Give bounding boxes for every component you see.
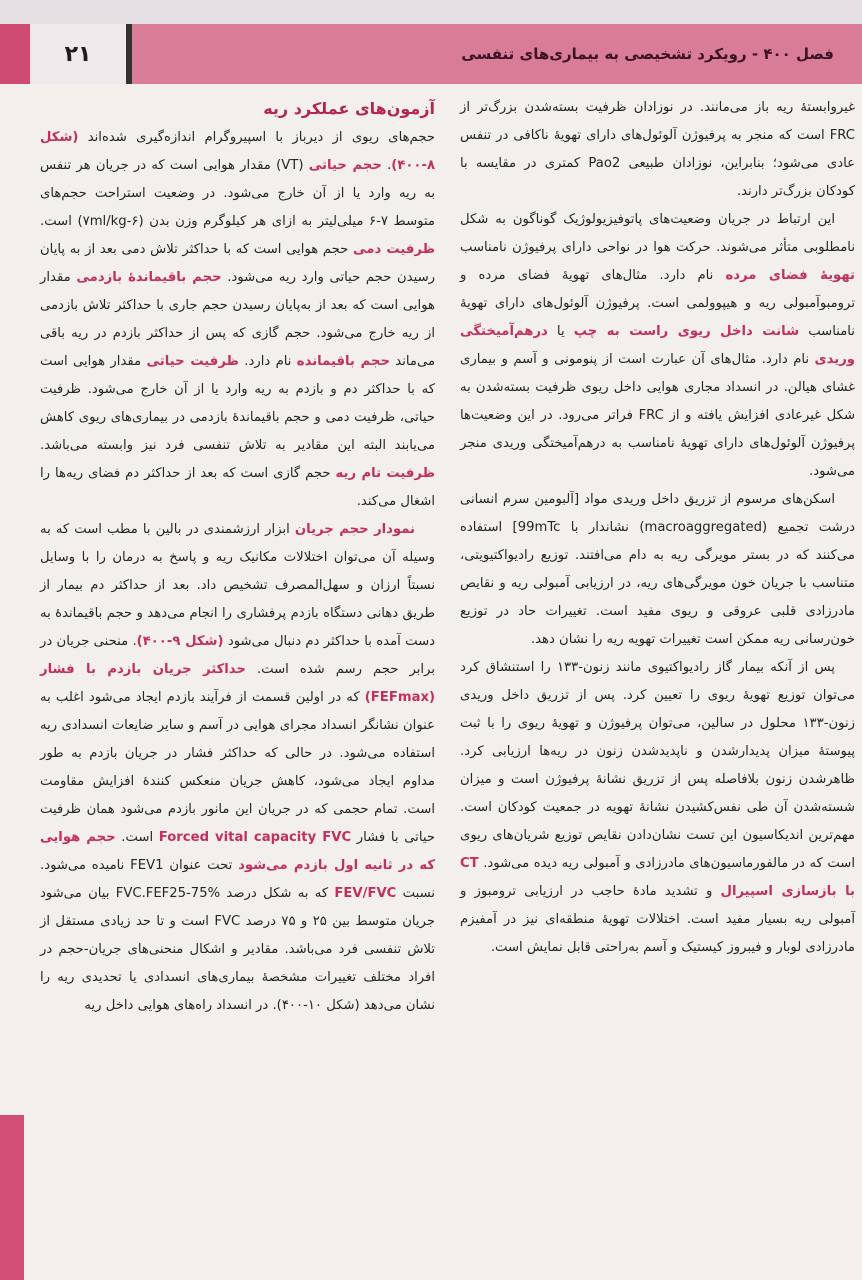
highlighted-term: حجم هوایی که در ثانیه اول بازدم می‌شود (40, 830, 435, 873)
text-run: ابزار ارزشمندی در بالین با مطب است که به وسیله آن می‌توان اختلالات مکانیک ریه و پاسخ به درمان را با وسایل نسبتاً ارزان و سهل‌المصرف تشخیص داد. بعد از حداکثر دم بیمار از طریق دهانی دستگاه بازدم پرفشاری را انجام می‌دهد و حجم باقیماندهٔ به دست آمده با حداکثر دم دنبال می‌شود (40, 522, 435, 649)
page-top-band (0, 0, 862, 24)
text-run: نام دارد. مثال‌های تهویهٔ فضای مرده و ترومبوآمبولی ریه و هیپوولمی است. پرفیوژن آلوئول‌های دارای تهویهٔ نامناسب (460, 268, 855, 339)
text-run: اسکن‌های مرسوم از تزریق داخل وریدی مواد [آلبومین سرم انسانی درشت تجمیع (macroaggregated) نشاندار با 99mTc] استفاده می‌کنند که در بستر مویرگی ریه به دام می‌افتند. توزیع رادیواکتیویتی، متناسب با جریان خون مویرگی‌های ریه، در ارزیابی آمبولی ریه و نقایص مادرزادی قلبی عروقی و ریوی مفید است. تغییرات حاد در توزیع خون‌رسانی ریه ممکن است تغییرات تهویه ریه را نشان دهد. (460, 492, 855, 647)
paragraph (40, 124, 435, 516)
highlighted-term: حداکثر جریان بازدم با فشار (FEFmax) (40, 662, 435, 705)
highlighted-term: Forced vital capacity FVC (158, 830, 352, 845)
highlighted-term: ظرفیت حیاتی (146, 354, 239, 369)
paragraph (40, 516, 435, 1020)
header-accent-strip (0, 24, 30, 84)
text-run: که در اولین قسمت از فرآیند بازدم ایجاد می‌شود اغلب به عنوان نشانگر انسداد مجرای هوایی در آسم و سایر ضایعات انسدادی ریه استفاده می‌شود. در حالی که حداکثر فشار در جریان بازدم به طور مداوم ایجاد می‌شود، کاهش جریان منعکس کنندهٔ افزایش مقاومت است. تمام حجمی که در جریان این مانور بازدم می‌شود همان ظرفیت حیاتی با فشار (40, 690, 436, 845)
text-run: غیروابستهٔ ریه باز می‌مانند. در نوزادان ظرفیت بسته‌شدن بزرگ‌تر از FRC است که منجر به پرفیوژن آلوئول‌های دارای تهویهٔ ناکافی در تنفس عادی می‌شود؛ بنابراین، نوزادان طبیعی Pao2 کمتری در مقایسه با کودکان بزرگ‌تر دارند. (460, 100, 856, 199)
paragraph (460, 206, 855, 486)
highlighted-term: (شکل ۹-۴۰۰) (136, 634, 224, 649)
text-run: نام دارد. (238, 354, 297, 369)
text-run: تحت عنوان FEV1 نامیده می‌شود. نسبت (40, 858, 436, 901)
paragraph (460, 486, 855, 654)
highlighted-term: تهویهٔ فضای مرده (725, 268, 855, 283)
highlighted-term: (شکل ۸-۴۰۰) (40, 130, 435, 173)
highlighted-term: حجم باقیمانده (296, 354, 390, 369)
text-run: و تشدید مادهٔ حاجب در ارزیابی ترومبوز و آمبولی ریه بسیار مفید است. اختلالات تهویهٔ منطقه‌ای نیز در آمفیزم مادرزادی لوبار و فیبروز کیستیک و آسم به‌راحتی قابل نمایش است. (460, 884, 855, 955)
text-run: حجم هوایی است که با حداکثر تلاش دمی بعد از به پایان رسیدن حجم حیاتی وارد ریه می‌شود. (40, 242, 435, 285)
text-run: مقدار هوایی است که با حداکثر دم و بازدم به ریه وارد یا از آن خارج می‌شود. ظرفیت حیاتی، ظرفیت دمی و حجم باقیماندهٔ بازدمی در بیماری‌های ریوی کاهش می‌یابند البته این مقادیر به تلاش تنفسی فرد نیز وابسته می‌باشد. (40, 354, 435, 453)
chapter-title: فصل ۴۰۰ - رویکرد تشخیصی به بیماری‌های تنفسی (132, 24, 862, 84)
text-run: یا (547, 324, 574, 339)
text-run: (VT) مقدار هوایی است که در جریان هر تنفس به ریه وارد یا از آن خارج می‌شود. در وضعیت استراحت حجم‌های متوسط ۷-۶ میلی‌لیتر به ازای هر کیلوگرم وزن بدن (۶-۷ml/kg) است. (40, 158, 435, 229)
text-run: پس از آنکه بیمار گاز رادیواکتیوی مانند زنون-۱۳۳ را استنشاق کرد می‌توان توزیع تهویهٔ ریوی را تعیین کرد. پس از تزریق داخل وریدی زنون-۱۳۳ محلول در سالین، می‌توان پرفیوژن و تهویهٔ ریوی را با ثبت پیوستهٔ میزان پدیدارشدن و ناپدیدشدن زنون در ریه‌ها ارزیابی کرد. ظاهرشدن زنون بلافاصله پس از تزریق نشانهٔ پرفیوژن است و میزان شسته‌شدن آن طی نفس‌کشیدن نشانهٔ تهویه در جمعیت کودکان است. مهم‌ترین اندیکاسیون این تست نشان‌دادن نقایص توزیع شریان‌های ریوی است که در مالفورماسیون‌های مادرزادی و آمبولی ریه دیده می‌شود. (460, 660, 855, 871)
highlighted-term: شانت داخل ریوی راست به چپ (573, 324, 800, 339)
page-body (0, 94, 862, 1274)
left-column (40, 94, 435, 1020)
highlighted-term: ظرفیت دمی (353, 242, 435, 257)
text-run: این ارتباط در جریان وضعیت‌های پاتوفیزیولوژیک گوناگون به شکل نامطلوبی متأثر می‌شوند. حرکت هوا در نواحی دارای پرفیوژن نامناسب (460, 212, 855, 255)
highlighted-term: نمودار حجم جریان (294, 522, 416, 537)
highlighted-term: ظرفیت تام ریه (335, 466, 435, 481)
paragraph (460, 654, 855, 962)
page-number: ۲۱ (30, 24, 126, 84)
text-run: است. (115, 830, 159, 845)
text-run: حجم گازی است که بعد از حداکثر دم فضای ریه‌ها را اشغال می‌کند. (40, 466, 435, 509)
highlighted-term: حجم حیاتی (308, 158, 382, 173)
right-column (460, 94, 855, 962)
text-run: نام دارد. مثال‌های آن عبارت است از پنومونی و آسم و بیماری غشای هیالن. در انسداد مجاری هوایی داخل ریوی ظرفیت بسته‌شدن به شکل غیرعادی افزایش یافته و از FRC فراتر می‌رود. در این وضعیت‌ها پرفیوژن آلوئول‌های دارای تهویهٔ نامناسب به درهم‌آمیختگی وریدی منجر می‌شود. (460, 352, 856, 479)
page-header (0, 24, 862, 84)
text-run: . (381, 158, 392, 173)
paragraph (460, 94, 855, 206)
highlighted-term: FEV/FVC (334, 886, 397, 901)
highlighted-term: حجم باقیماندهٔ بازدمی (76, 270, 222, 285)
text-run: . منحنی جریان در برابر حجم رسم شده است. (40, 634, 436, 677)
section-heading: آزمون‌های عملکرد ریه (263, 99, 435, 118)
text-run: مقدار هوایی است که بعد از به‌پایان رسیدن حجم جاری با حداکثر تلاش بازدمی از ریه خارج می‌شود. حجم گازی که پس از حداکثر بازدم در ریه باقی می‌ماند (40, 270, 436, 369)
text-run: حجم‌های ریوی از دیرباز با اسپیروگرام اندازه‌گیری شده‌اند (78, 130, 435, 145)
highlighted-term: درهم‌آمیختگی وریدی (460, 324, 855, 367)
highlighted-term: CT با بازسازی اسپیرال (460, 856, 856, 899)
text-run: که به شکل درصد FVC.FEF25-75% بیان می‌شود جریان متوسط بین ۲۵ و ۷۵ درصد FVC است و تا حد زیادی مستقل از تلاش تنفسی فرد می‌باشد. مقادیر و اشکال منحنی‌های جریان-حجم در افراد مختلف تغییرات مشخصهٔ بیماری‌های انسدادی یا تحدیدی ریه را نشان می‌دهد (شکل ۱۰-۴۰۰). در انسداد راه‌های هوایی داخل ریه (40, 886, 435, 1013)
